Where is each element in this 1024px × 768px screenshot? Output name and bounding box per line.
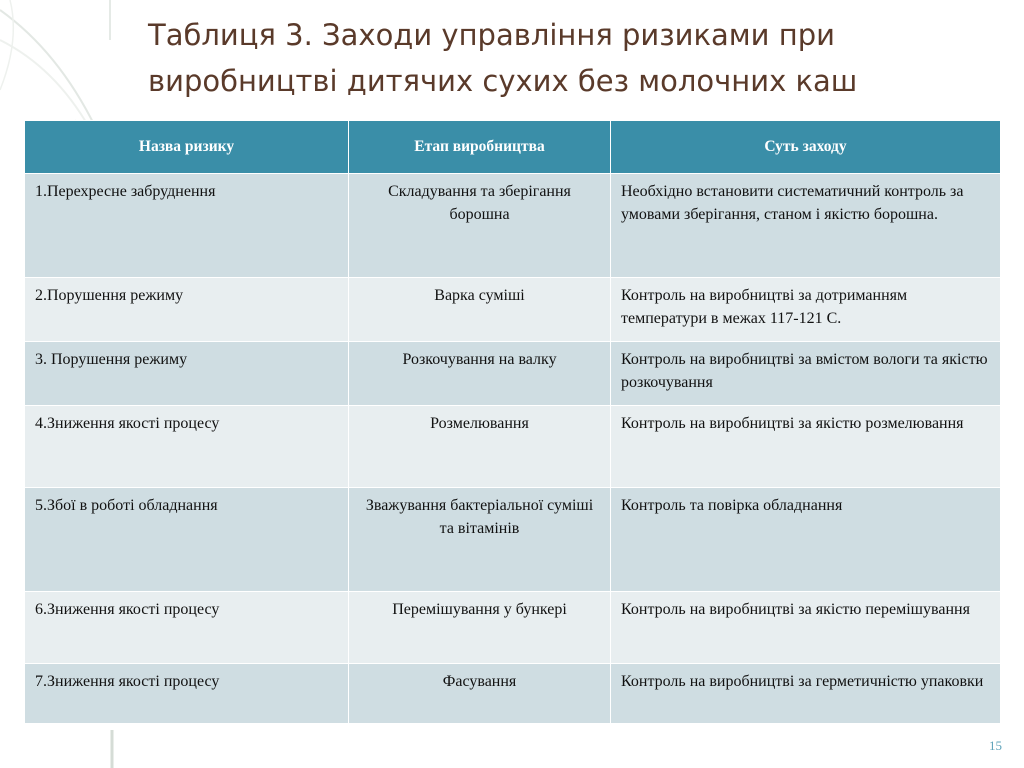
table-row	[25, 406, 1001, 488]
risk-cell: 6.Зниження якості процесу	[25, 592, 349, 664]
risk-measures-table	[24, 120, 1001, 724]
risk-cell: 3. Порушення режиму	[25, 342, 349, 406]
page-number: 15	[989, 738, 1002, 753]
stage-cell: Варка суміші	[349, 278, 611, 342]
measure-cell: Контроль на виробництві за вмістом вологи та якістю розкочування	[611, 342, 1001, 406]
table-row	[25, 664, 1001, 724]
stage-cell: Розмелювання	[349, 406, 611, 488]
measure-cell: Контроль на виробництві за герметичністю упаковки	[611, 664, 1001, 724]
measure-cell: Контроль на виробництві за якістю перемішування	[611, 592, 1001, 664]
risk-cell: 4.Зниження якості процесу	[25, 406, 349, 488]
table-row	[25, 174, 1001, 278]
slide-title: Таблиця 3. Заходи управління ризиками при виробництві дитячих сухих без молочних каш	[148, 18, 858, 98]
risk-cell: 7.Зниження якості процесу	[25, 664, 349, 724]
measure-cell: Контроль на виробництві за дотриманням температури в межах 117-121 С.	[611, 278, 1001, 342]
stage-cell: Розкочування на валку	[349, 342, 611, 406]
measure-cell: Контроль на виробництві за якістю розмелювання	[611, 406, 1001, 488]
risk-cell: 5.Збої в роботі обладнання	[25, 488, 349, 592]
header-risk-name: Назва ризику	[25, 121, 349, 174]
header-measure-essence: Суть заходу	[611, 121, 1001, 174]
risk-cell: 1.Перехресне забруднення	[25, 174, 349, 278]
measure-cell: Необхідно встановити систематичний контроль за умовами зберігання, станом і якістю борошна.	[611, 174, 1001, 278]
stage-cell: Складування та зберігання борошна	[349, 174, 611, 278]
table-row	[25, 342, 1001, 406]
stage-cell: Фасування	[349, 664, 611, 724]
stage-cell: Перемішування у бункері	[349, 592, 611, 664]
table-row	[25, 278, 1001, 342]
table-row	[25, 488, 1001, 592]
table-header-row	[25, 121, 1001, 174]
header-production-stage: Етап виробництва	[349, 121, 611, 174]
stage-cell: Зважування бактеріальної суміші та вітамінів	[349, 488, 611, 592]
risk-cell: 2.Порушення режиму	[25, 278, 349, 342]
measure-cell: Контроль та повірка обладнання	[611, 488, 1001, 592]
table-row	[25, 592, 1001, 664]
